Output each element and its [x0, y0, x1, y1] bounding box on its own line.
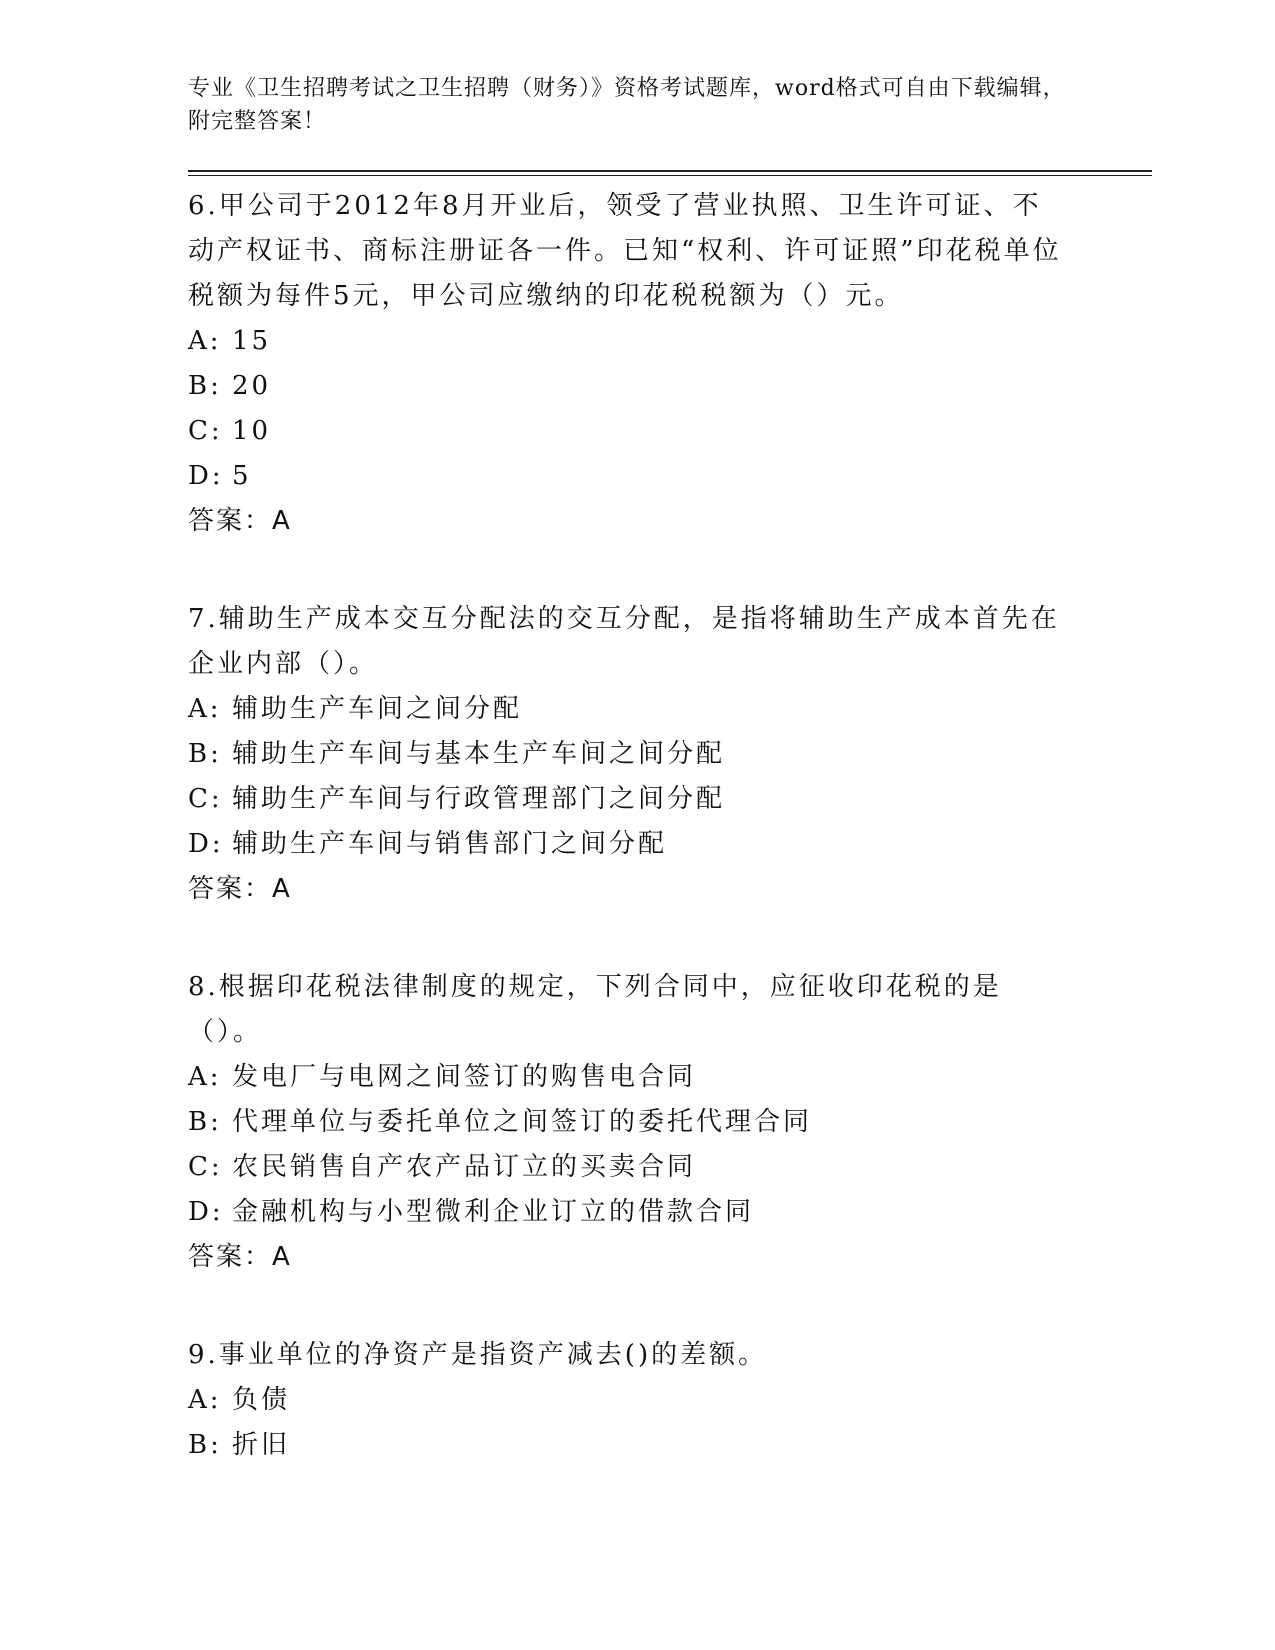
option-text: 农民销售自产农产品订立的买卖合同 [232, 1152, 697, 1182]
option-b [188, 732, 1148, 777]
option-key: B: [188, 371, 222, 401]
question-6 [188, 184, 1148, 544]
option-key: B: [188, 1430, 222, 1460]
spacer [188, 1280, 1148, 1325]
question-8 [188, 965, 1148, 1280]
question-9 [188, 1333, 1148, 1468]
option-text: 20 [232, 371, 272, 401]
question-stem: 9.事业单位的净资产是指资产减去()的差额。 [188, 1340, 768, 1370]
option-text: 折旧 [232, 1430, 291, 1460]
option-key: A: [188, 326, 222, 356]
option-a [188, 319, 1148, 364]
option-a [188, 1055, 1148, 1100]
option-d [188, 1190, 1148, 1235]
spacer [188, 544, 1148, 589]
option-b [188, 1423, 1148, 1468]
option-text: 负债 [232, 1385, 291, 1415]
question-stem: 7.辅助生产成本交互分配法的交互分配，是指将辅助生产成本首先在企业内部（）。 [188, 604, 1060, 679]
option-key: C: [188, 1152, 223, 1182]
header-divider-thin [188, 175, 1152, 176]
option-text: 代理单位与委托单位之间签订的委托代理合同 [232, 1107, 813, 1137]
option-text: 辅助生产车间之间分配 [232, 694, 523, 724]
option-a [188, 1378, 1148, 1423]
option-text: 金融机构与小型微利企业订立的借款合同 [232, 1197, 755, 1227]
option-text: 辅助生产车间与基本生产车间之间分配 [232, 739, 726, 769]
answer-line: 答案：A [188, 874, 292, 904]
option-d [188, 454, 1148, 499]
header-divider-thick [188, 170, 1152, 172]
option-text: 辅助生产车间与行政管理部门之间分配 [232, 784, 726, 814]
option-key: D: [188, 829, 224, 859]
option-key: D: [188, 1197, 224, 1227]
option-c [188, 409, 1148, 454]
option-b [188, 364, 1148, 409]
option-text: 发电厂与电网之间签订的购售电合同 [232, 1062, 697, 1092]
option-key: B: [188, 739, 222, 769]
option-text: 辅助生产车间与销售部门之间分配 [232, 829, 668, 859]
option-b [188, 1100, 1148, 1145]
option-c [188, 777, 1148, 822]
answer-line: 答案：A [188, 506, 292, 536]
question-stem: 8.根据印花税法律制度的规定，下列合同中，应征收印花税的是（）。 [188, 972, 1002, 1047]
option-a [188, 687, 1148, 732]
option-text: 5 [232, 461, 252, 491]
answer-line: 答案：A [188, 1242, 292, 1272]
option-text: 10 [232, 416, 272, 446]
option-key: D: [188, 461, 224, 491]
option-key: B: [188, 1107, 222, 1137]
option-key: C: [188, 784, 223, 814]
spacer [188, 912, 1148, 957]
option-key: C: [188, 416, 223, 446]
question-7 [188, 597, 1148, 912]
document-page [188, 72, 1148, 1468]
option-key: A: [188, 1385, 222, 1415]
option-c [188, 1145, 1148, 1190]
question-stem: 6.甲公司于2012年8月开业后，领受了营业执照、卫生许可证、不动产权证书、商标注册证各一件。已知“权利、许可证照”印花税单位税额为每件5元，甲公司应缴纳的印花税税额为（）元。 [188, 191, 1062, 311]
option-d [188, 822, 1148, 867]
option-key: A: [188, 1062, 222, 1092]
option-text: 15 [232, 326, 272, 356]
document-header: 专业《卫生招聘考试之卫生招聘（财务）》资格考试题库，word格式可自由下载编辑，附完整答案！ [188, 76, 1066, 134]
option-key: A: [188, 694, 222, 724]
